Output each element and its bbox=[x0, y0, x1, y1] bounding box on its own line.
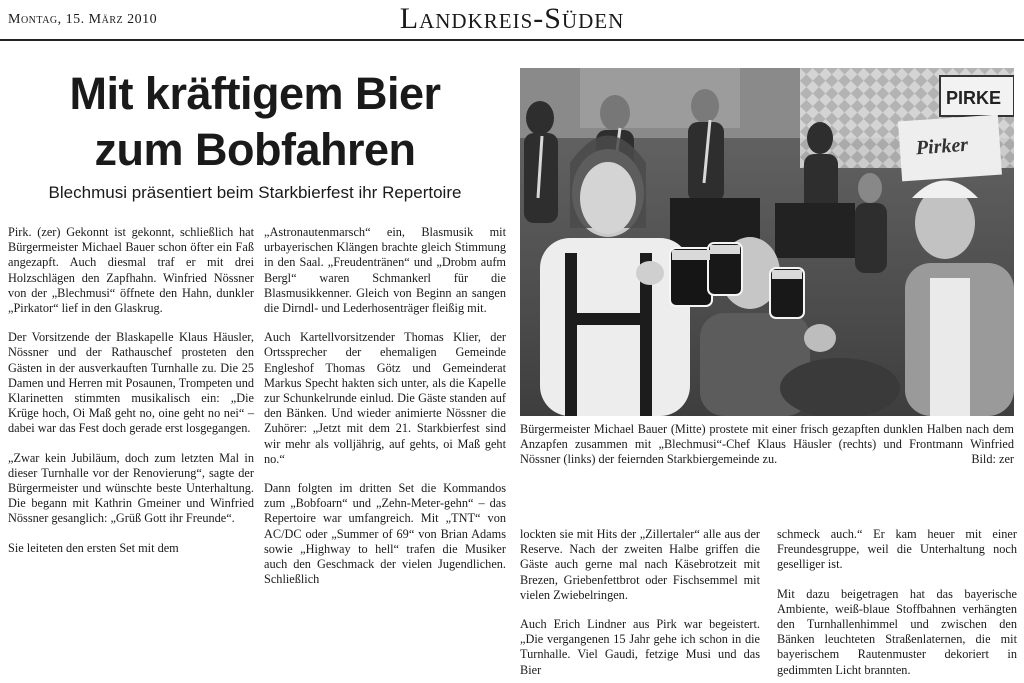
headline-line-1: Mit kräftigem Bier bbox=[69, 68, 441, 119]
paragraph: lockten sie mit Hits der „Zillertaler“ alle aus der Reserve. Nach der zweiten Halbe griffen die Gäste auch gerne mal nach Käsebrotzeit mit Brezen, Griebenfettbrot oder Fischsemmel mit vielen Zwiebelringen. bbox=[520, 527, 760, 602]
paragraph: Mit dazu beigetragen hat das bayerische Ambiente, weiß-blaue Stoffbahnen verhängten den Turnhallenhimmel und zwischen den Bänken leuchteten Straßenlaternen, die mit bayerischem Rautenmuster dekoriert in gedimmten Licht brannten. bbox=[777, 586, 1017, 677]
sign-text: Pirker bbox=[915, 133, 969, 160]
text-column-4 bbox=[777, 527, 1017, 678]
paragraph: Dann folgten im dritten Set die Kommandos zum „Bobfoarn“ und „Zehn-Meter-gehn“ – das Repertoire war umfangreich. Mit „TNT“ von AC/DC oder „Summer of 69“ von Brian Adams sowie „Highway to hell“ trafen die Musiker auch den Geschmack der vielen Jugendlichen. Schließlich bbox=[264, 481, 506, 587]
text-column-3 bbox=[520, 527, 760, 678]
caption-text: Bürgermeister Michael Bauer (Mitte) prostete mit einer frisch gezapften dunklen Halben nach dem Anzapfen zusammen mit „Blechmusi“-Chef Klaus Häusler (rechts) und Frontmann Winfried Nössner (links) der feiernden Starkbiergemeinde zu. bbox=[520, 422, 1014, 467]
paragraph: „Astronautenmarsch“ ein, Blasmusik mit urbayerischen Klängen brachte gleich Stimmung in den Saal. „Freudentränen“ und „Drobm aufm Bergl“ waren Schmankerl für die Blasmusikkenner. Gleich von Beginn an sangen die Dirndl- und Lederhosenträger fleißig mit. bbox=[264, 225, 506, 316]
headline-line-2: zum Bobfahren bbox=[94, 124, 416, 175]
issue-date: Montag, 15. März 2010 bbox=[8, 12, 158, 27]
page-header bbox=[0, 0, 1024, 40]
paragraph: „Zwar kein Jubiläum, doch zum letzten Mal in dieser Turnhalle vor der Renovierung“, sagte der Bürgermeister und wünschte beste Unterhaltung. Die begann mit Kathrin Gmeiner und Winfried Nössner gesanglich: „Grüß Gott ihr Freunde“. bbox=[8, 450, 254, 526]
text-column-1 bbox=[8, 225, 254, 556]
paragraph: Sie leiteten den ersten Set mit dem bbox=[8, 540, 179, 555]
paragraph: Der Vorsitzende der Blaskapelle Klaus Häusler, Nössner und der Rathauschef prosteten den Gästen in der ausverkauften Turnhalle zu. Die 25 Damen und Herren mit Posaunen, Trompeten und Klarinetten stimmten musikalisch ein: „Die Krüge hoch, Oi Maß geht no, oine geht no nei“ – dabei war das Fest doch gerade erst losgegangen. bbox=[8, 330, 254, 436]
photo-credit: Bild: zer bbox=[971, 452, 1014, 467]
header-rule bbox=[0, 39, 1024, 41]
banner-text: PIRKE bbox=[946, 88, 1002, 108]
article-headline bbox=[0, 66, 510, 178]
paragraph: Auch Kartellvorsitzender Thomas Klier, der Ortssprecher der ehemaligen Gemeinde Engleshof Thomas Götz und Gemeinderat Markus Specht hakten sich unter, als die Kapelle zur Schunkelrunde einlud. Die Gäste standen auf den Bänken. Und wieder animierte Nössner die Zuhörer: „Jetzt mit dem 21. Starkbierfest sind wir mehr als volljährig, auf gehts, oi Maß geht no.“ bbox=[264, 330, 506, 466]
paragraph: Auch Erich Lindner aus Pirk war begeistert. „Die vergangenen 15 Jahr gehe ich schon in die Turnhalle. Viel Gaudi, fetzige Musi und das Bier bbox=[520, 617, 760, 677]
section-title: Landkreis-Süden bbox=[399, 2, 625, 35]
paragraph: Pirk. (zer) Gekonnt ist gekonnt, schließlich hat Bürgermeister Michael Bauer schon öfter ein Faß angezapft. Auch diesmal traf er mit drei Holzschlägen den Zapfhahn. Winfried Nössner von der „Blechmusi“ öffnete den Hahn, dunkler „Pirkator“ lief in den Glaskrug. bbox=[8, 225, 254, 316]
photo-caption bbox=[520, 422, 1014, 468]
article-subheadline: Blechmusi präsentiert beim Starkbierfest ihr Repertoire bbox=[48, 183, 462, 202]
article-photo bbox=[520, 68, 1014, 416]
text-column-2 bbox=[264, 225, 506, 587]
paragraph: schmeck auch.“ Er kam heuer mit einer Freundesgruppe, weil die Unterhaltung noch geselliger ist. bbox=[777, 527, 1017, 572]
photo-illustration bbox=[520, 68, 1014, 416]
